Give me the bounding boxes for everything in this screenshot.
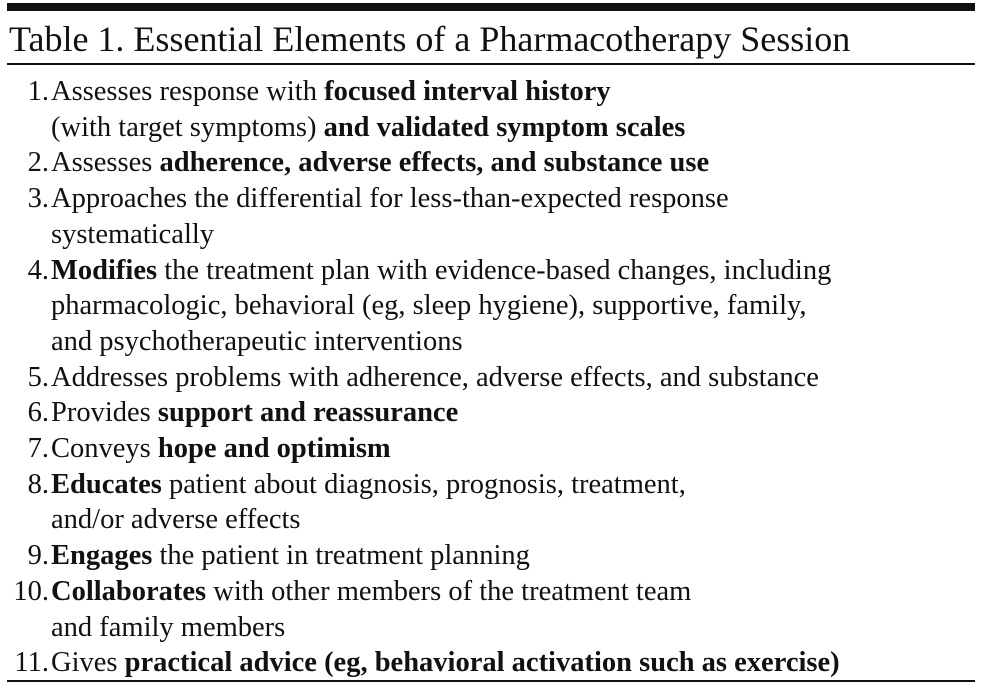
top-rule: [7, 3, 975, 11]
item-emphasis: Collaborates: [51, 575, 207, 607]
item-line: [51, 610, 975, 646]
bottom-rule: [7, 680, 975, 682]
item-number: 7.: [27, 433, 49, 465]
table-title: Table 1. Essential Elements of a Pharmacotherapy Session: [9, 19, 851, 59]
item-line: [51, 288, 975, 324]
item-line: [51, 538, 975, 574]
item-number: 6.: [27, 397, 49, 429]
item-text: pharmacologic, behavioral (eg, sleep hygiene), supportive, family,: [51, 290, 807, 322]
item-text: and psychotherapeutic interventions: [51, 325, 463, 357]
item-line: [51, 574, 975, 610]
item-line: [51, 181, 975, 217]
item-text: Assesses: [51, 147, 160, 179]
list-item: [0, 253, 975, 360]
item-line: [51, 110, 975, 146]
item-text: the treatment plan with evidence-based changes, including: [157, 254, 832, 286]
list-item: [0, 145, 975, 181]
title-rule: [7, 63, 975, 65]
item-text: Assesses response with: [51, 76, 325, 107]
list-item: [0, 467, 975, 538]
item-line: [51, 253, 975, 289]
item-emphasis: Modifies: [51, 254, 158, 286]
list-item: [0, 645, 975, 681]
item-line: [51, 502, 975, 538]
item-line: [51, 431, 975, 467]
item-line: [51, 645, 975, 681]
item-text: Provides: [51, 397, 158, 429]
item-emphasis: and validated symptom scales: [323, 111, 686, 143]
item-text: systematically: [51, 218, 215, 250]
item-number: 3.: [27, 183, 49, 215]
item-text: patient about diagnosis, prognosis, treatment,: [161, 468, 686, 500]
item-text: with other members of the treatment team: [206, 575, 692, 607]
item-line: [51, 467, 975, 503]
list-item: [0, 74, 975, 145]
item-emphasis: Engages: [51, 540, 153, 572]
item-emphasis: hope and optimism: [157, 433, 391, 465]
item-text: Conveys: [51, 433, 158, 465]
item-number: 2.: [27, 147, 49, 179]
item-number: 4.: [27, 254, 49, 286]
item-text: and family members: [51, 611, 286, 643]
item-number: 10.: [13, 575, 49, 607]
item-text: Addresses problems with adherence, adverse effects, and substance: [51, 361, 819, 393]
item-text: Gives: [51, 647, 125, 679]
list-item: [0, 395, 975, 431]
item-number: 1.: [27, 76, 49, 107]
item-text: (with target symptoms): [51, 111, 324, 143]
item-emphasis: adherence, adverse effects, and substance use: [159, 147, 710, 179]
list-item: [0, 431, 975, 467]
item-line: [51, 217, 975, 253]
item-number: 8.: [27, 468, 49, 500]
item-line: [51, 145, 975, 181]
item-number: 5.: [27, 361, 49, 393]
item-emphasis: support and reassurance: [157, 397, 459, 429]
item-text: the patient in treatment planning: [152, 540, 530, 572]
item-line: [51, 74, 975, 110]
item-number: 9.: [27, 540, 49, 572]
item-number: 11.: [14, 647, 49, 679]
list-item: [0, 181, 975, 252]
elements-list: [0, 74, 975, 681]
list-item: [0, 360, 975, 396]
item-text: and/or adverse effects: [51, 504, 301, 536]
list-item: [0, 538, 975, 574]
item-emphasis: practical advice (eg, behavioral activation such as exercise): [124, 647, 840, 679]
item-emphasis: Educates: [51, 468, 162, 500]
list-item: [0, 574, 975, 645]
item-text: Approaches the differential for less-than-expected response: [51, 183, 729, 215]
item-line: [51, 395, 975, 431]
item-line: [51, 324, 975, 360]
item-line: [51, 360, 975, 396]
item-emphasis: focused interval history: [324, 76, 611, 107]
